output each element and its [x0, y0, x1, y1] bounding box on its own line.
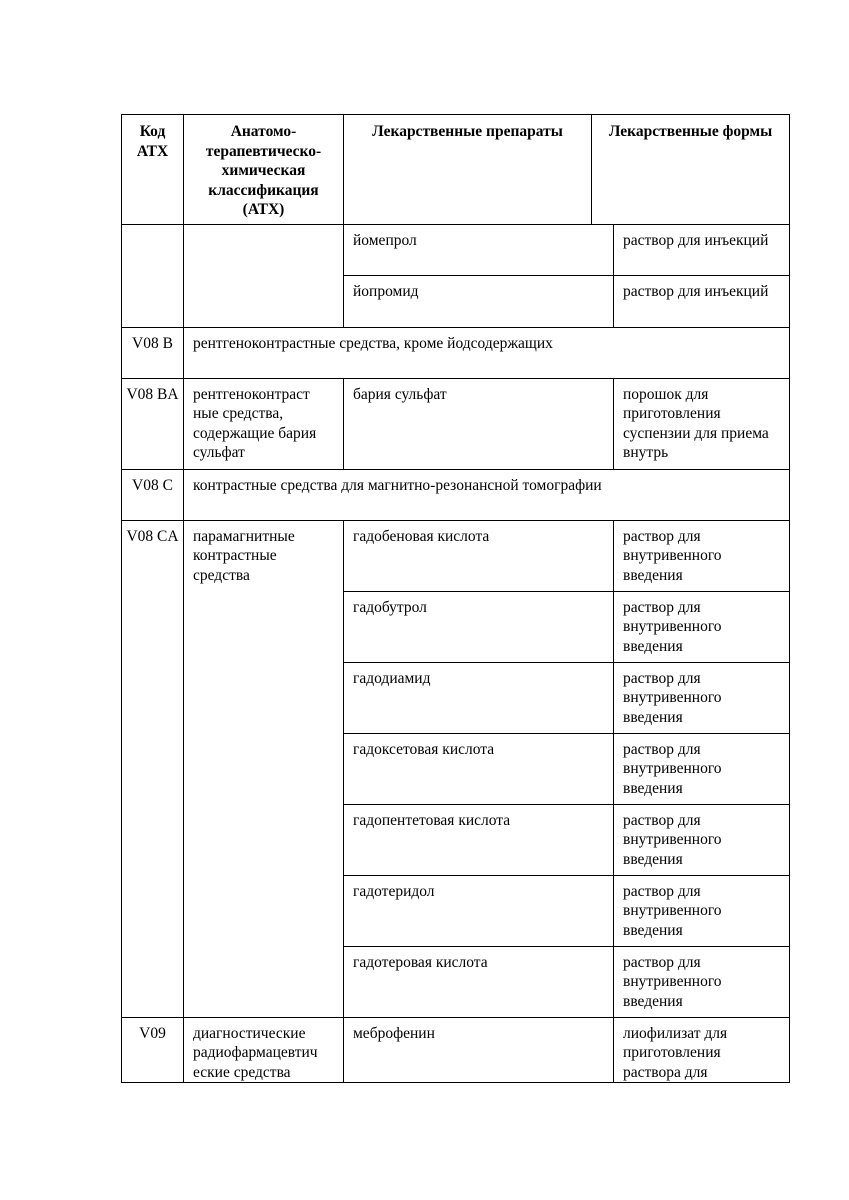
header-row	[122, 115, 790, 225]
code-cell: V08 C	[122, 469, 184, 520]
header-code: Код АТХ	[122, 115, 184, 225]
form-cell: раствор для инъекций	[614, 224, 790, 275]
code-cell: V09	[122, 1017, 184, 1083]
drug-cell: гадотеридол	[344, 875, 614, 946]
code-cell: V08 CA	[122, 520, 184, 1017]
drug-cell: меброфенин	[344, 1017, 614, 1083]
table-row	[122, 469, 790, 520]
drug-cell: гадобутрол	[344, 591, 614, 662]
drug-cell: гадобеновая кислота	[344, 520, 614, 591]
code-cell: V08 B	[122, 327, 184, 378]
form-cell: раствор для инъекций	[614, 275, 790, 327]
drug-cell: бария сульфат	[344, 378, 614, 469]
table-row	[122, 378, 790, 469]
form-cell: раствор для внутривенного введения	[614, 875, 790, 946]
header-forms: Лекарственные формы	[592, 115, 790, 225]
table-row	[122, 224, 790, 275]
drug-cell: гадоксетовая кислота	[344, 733, 614, 804]
table-row	[122, 327, 790, 378]
form-cell: раствор для внутривенного введения	[614, 946, 790, 1017]
class-cell: диагностические радиофармацевтич еские средства	[184, 1017, 344, 1083]
drug-cell: гадотеровая кислота	[344, 946, 614, 1017]
form-cell: раствор для внутривенного введения	[614, 520, 790, 591]
form-cell: раствор для внутривенного введения	[614, 804, 790, 875]
header-drugs: Лекарственные препараты	[344, 115, 592, 225]
atx-table-container	[121, 114, 789, 1083]
drug-cell: гадопентетовая кислота	[344, 804, 614, 875]
form-cell: лиофилизат для приготовления раствора для	[614, 1017, 790, 1083]
form-cell: раствор для внутривенного введения	[614, 591, 790, 662]
class-cell: парамагнитные контрастные средства	[184, 520, 344, 1017]
code-cell	[122, 224, 184, 327]
form-cell: раствор для внутривенного введения	[614, 733, 790, 804]
group-cell: контрастные средства для магнитно-резонансной томографии	[184, 469, 790, 520]
form-cell: раствор для внутривенного введения	[614, 662, 790, 733]
class-cell: рентгеноконтраст ные средства, содержащие бария сульфат	[184, 378, 344, 469]
form-cell: порошок для приготовления суспензии для приема внутрь	[614, 378, 790, 469]
table-row	[122, 1017, 790, 1083]
header-classification: Анатомо-терапевтическо-химическая классификация (АТХ)	[184, 115, 344, 225]
drug-cell: йопромид	[344, 275, 614, 327]
drug-cell: йомепрол	[344, 224, 614, 275]
group-cell: рентгеноконтрастные средства, кроме йодсодержащих	[184, 327, 790, 378]
class-cell	[184, 224, 344, 327]
code-cell: V08 BA	[122, 378, 184, 469]
table-row	[122, 520, 790, 591]
atx-table	[121, 114, 790, 1083]
drug-cell: гадодиамид	[344, 662, 614, 733]
